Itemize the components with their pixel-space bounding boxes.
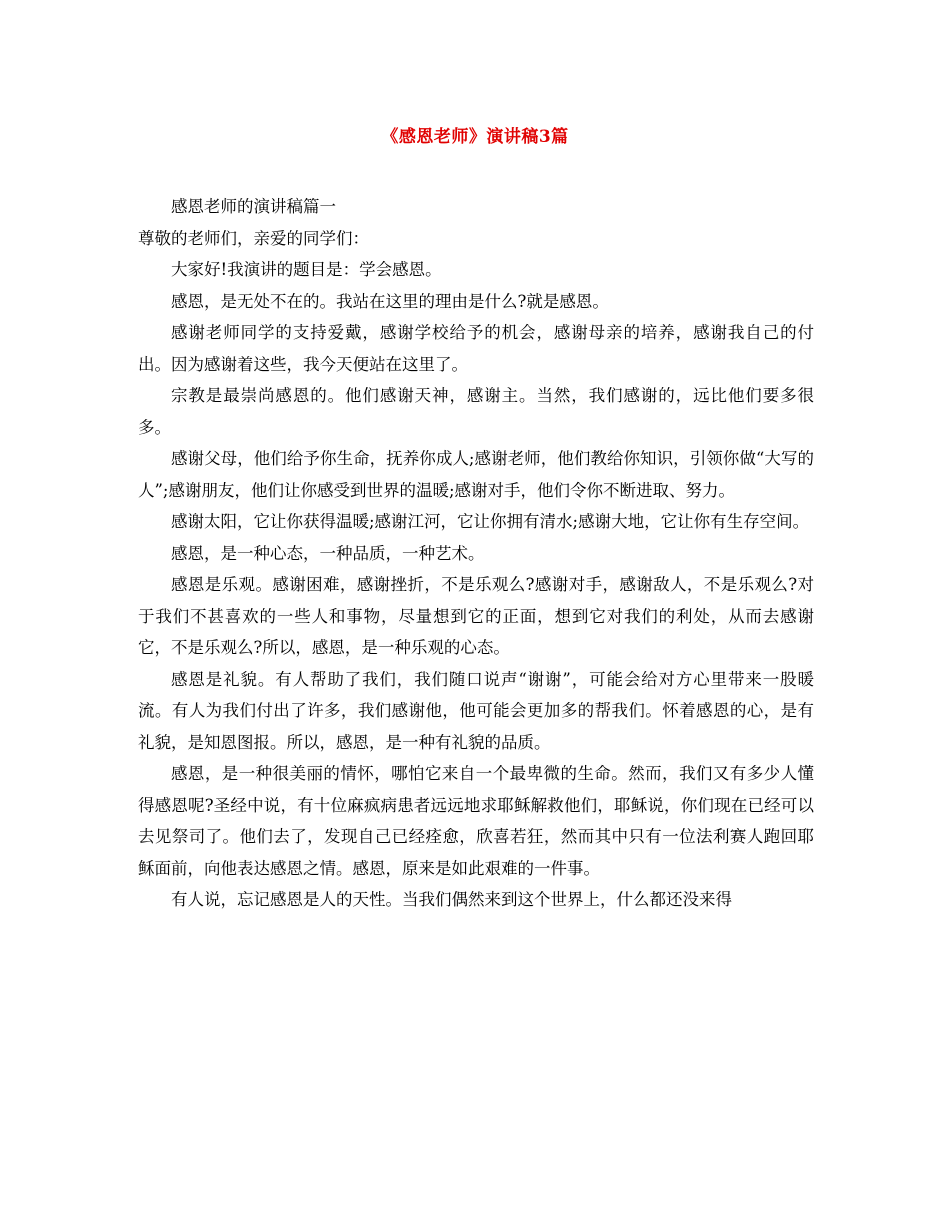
paragraph-11: 有人说，忘记感恩是人的天性。当我们偶然来到这个世界上，什么都还没来得: [171, 890, 732, 909]
document-title: 《感恩老师》演讲稿3篇: [381, 127, 569, 147]
paragraph-6: 感谢太阳，它让你获得温暖;感谢江河，它让你拥有清水;感谢大地，它让你有生存空间。: [171, 512, 810, 531]
paragraph-8: 感恩是乐观。感谢困难，感谢挫折，不是乐观么?感谢对手，感谢敌人，不是乐观么?对于我们不甚喜欢的一些人和事物，尽量想到它的正面，想到它对我们的利处，从而去感谢它，不是乐观么?所以，感恩，是一种乐观的心态。: [138, 575, 814, 657]
paragraph-3: 感谢老师同学的支持爱戴，感谢学校给予的机会，感谢母亲的培养，感谢我自己的付出。因为感谢着这些，我今天便站在这里了。: [138, 323, 814, 374]
paragraph-4: 宗教是最崇尚感恩的。他们感谢天神，感谢主。当然，我们感谢的，远比他们要多很多。: [138, 386, 814, 437]
section-heading: 感恩老师的演讲稿篇一: [171, 197, 336, 216]
salutation: 尊敬的老师们，亲爱的同学们：: [138, 228, 369, 248]
paragraph-1: 大家好!我演讲的题目是：学会感恩。: [171, 260, 442, 279]
paragraph-7: 感恩，是一种心态，一种品质，一种艺术。: [171, 543, 485, 563]
paragraph-10: 感恩，是一种很美丽的情怀，哪怕它来自一个最卑微的生命。然而，我们又有多少人懂得感恩呢?圣经中说，有十位麻疯病患者远远地求耶稣解救他们，耶稣说，你们现在已经可以去见祭司了。他们去了，发现自己已经痊愈，欣喜若狂，然而其中只有一位法利赛人跑回耶稣面前，向他表达感恩之情。感恩，原来是如此艰难的一件事。: [138, 764, 814, 878]
paragraph-9: 感恩是礼貌。有人帮助了我们，我们随口说声“谢谢”，可能会给对方心里带来一股暖流。有人为我们付出了许多，我们感谢他，他可能会更加多的帮我们。怀着感恩的心，是有礼貌，是知恩图报。所以，感恩，是一种有礼貌的品质。: [138, 669, 814, 752]
paragraph-5: 感谢父母，他们给予你生命，抚养你成人;感谢老师，他们教给你知识，引领你做“大写的人”;感谢朋友，他们让你感受到世界的温暖;感谢对手，他们令你不断进取、努力。: [138, 449, 814, 500]
paragraph-2: 感恩，是无处不在的。我站在这里的理由是什么?就是感恩。: [171, 291, 609, 311]
document-body: [138, 191, 814, 916]
